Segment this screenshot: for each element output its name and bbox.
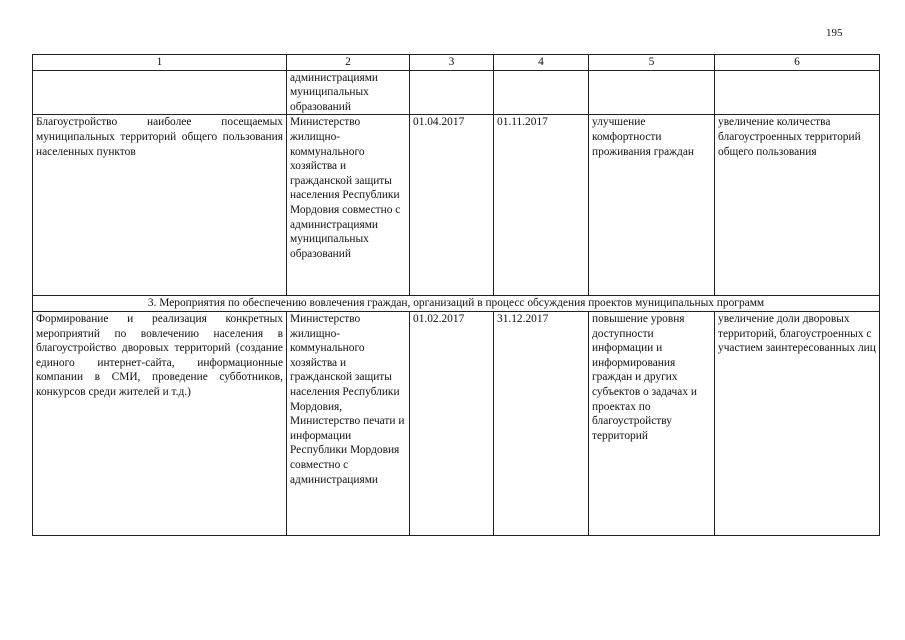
- start-date-cell: 01.04.2017: [410, 115, 494, 296]
- table-row: [33, 70, 880, 115]
- header-cell: 6: [715, 55, 880, 71]
- section-title: 3. Мероприятия по обеспечению вовлечения граждан, организаций в процесс обсуждения проектов муниципальных программ: [33, 296, 880, 312]
- header-cell: 3: [410, 55, 494, 71]
- table-cell: [33, 70, 287, 115]
- table-header-row: [33, 55, 880, 71]
- section-row: [33, 296, 880, 312]
- header-cell: 2: [287, 55, 410, 71]
- result-cell: улучшение комфортности проживания граждан: [589, 115, 715, 296]
- start-date-cell: 01.02.2017: [410, 311, 494, 535]
- responsible-cell: Министерство жилищно-коммунального хозяйства и гражданской защиты населения Республики Мордовия, Министерство печати и информации Республики Мордовия совместно с администрациями: [287, 311, 410, 535]
- header-cell: 4: [494, 55, 589, 71]
- indicator-cell: увеличение доли дворовых территорий, благоустроенных с участием заинтересованных лиц: [715, 311, 880, 535]
- table-cell: [715, 70, 880, 115]
- table-row: [33, 311, 880, 535]
- activity-cell: Благоустройство наиболее посещаемых муниципальных территорий общего пользования населенных пунктов: [33, 115, 287, 296]
- table-cell: [589, 70, 715, 115]
- activities-table: [32, 54, 880, 536]
- activity-cell: Формирование и реализация конкретных мероприятий по вовлечению населения в благоустройство дворовых территорий (создание единого интернет-сайта, информационные компании в СМИ, проведение субботников, конкурсов среди жителей и т.д.): [33, 311, 287, 535]
- table-row: [33, 115, 880, 296]
- page-number: 195: [826, 27, 843, 39]
- end-date-cell: 01.11.2017: [494, 115, 589, 296]
- responsible-cell: Министерство жилищно-коммунального хозяйства и гражданской защиты населения Республики Мордовия совместно с администрациями муниципальных образований: [287, 115, 410, 296]
- table-cell: [494, 70, 589, 115]
- result-cell: повышение уровня доступности информации и информирования граждан и других субъектов о задачах и проектах по благоустройству территорий: [589, 311, 715, 535]
- header-cell: 5: [589, 55, 715, 71]
- table-cell: администрациями муниципальных образований: [287, 70, 410, 115]
- indicator-cell: увеличение количества благоустроенных территорий общего пользования: [715, 115, 880, 296]
- end-date-cell: 31.12.2017: [494, 311, 589, 535]
- table-cell: [410, 70, 494, 115]
- header-cell: 1: [33, 55, 287, 71]
